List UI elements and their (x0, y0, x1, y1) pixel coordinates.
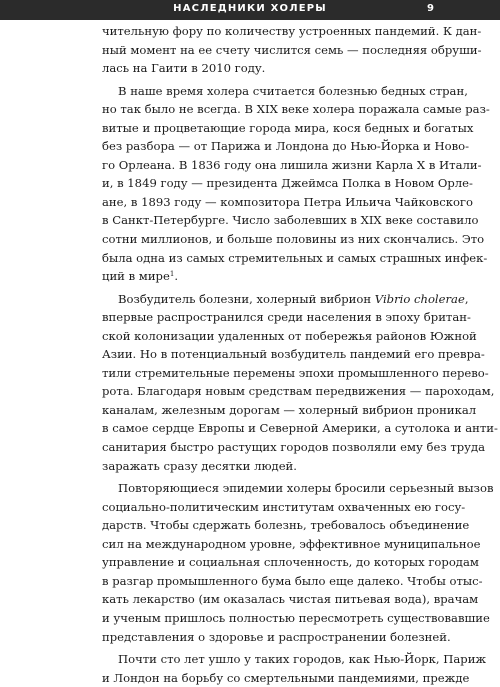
text-fragment: , (464, 291, 469, 306)
text-line: кать лекарство (им оказалась чистая питьевая вода), врачам (102, 592, 479, 607)
text-line: санитария быстро растущих городов позволяли ему без труда (102, 440, 486, 455)
text-line: ций в мире$^1$. (102, 269, 178, 284)
paragraph (102, 82, 490, 286)
text-line: управление и социальная сплоченность, до которых городам (102, 555, 479, 570)
text-fragment: Возбудитель болезни, холерный вибрион (118, 291, 375, 306)
text-line: заражать сразу десятки людей. (102, 458, 297, 473)
text-line: В наше время холера считается болезнью бедных стран, (118, 83, 468, 98)
text-line: дарств. Чтобы сдержать болезнь, требовалось объединение (102, 518, 470, 533)
page-number: 9 (427, 3, 434, 14)
text-line: Азии. Но в потенциальный возбудитель пандемий его превра- (102, 347, 485, 362)
text-line: но так было не всегда. В XIX веке холера поражала самые раз- (102, 102, 490, 117)
running-header-bar (0, 0, 500, 20)
text-line: Почти сто лет ушло у таких городов, как Нью-Йорк, Париж (118, 652, 487, 667)
text-line: каналам, железным дорогам — холерный вибрион проникал (102, 402, 477, 417)
text-line: и, в 1849 году — президента Джеймса Полка в Новом Орле- (102, 176, 473, 191)
text-line: в самое сердце Европы и Северной Америки, а сутолока и анти- (102, 421, 498, 436)
text-fragment: ций в мире (102, 269, 170, 284)
text-line: была одна из самых стремительных и самых страшных инфек- (102, 250, 488, 265)
paragraph (102, 479, 494, 646)
text-line: без разбора — от Парижа и Лондона до Нью-Йорка и Ново- (102, 139, 470, 154)
text-line: впервые распространился среди населения в эпоху британ- (102, 310, 471, 325)
text-line: в разгар промышленного бума было еще далеко. Чтобы отыс- (102, 573, 483, 588)
text-line: чительную фору по количеству устроенных пандемий. К дан- (102, 24, 482, 38)
paragraph (102, 22, 482, 78)
footnote-marker[interactable]: 1 (169, 270, 175, 279)
paragraph (102, 290, 498, 475)
text-line: лась на Гаити в 2010 году. (102, 61, 266, 76)
text-line (102, 290, 469, 309)
text-line: витые и процветающие города мира, кося бедных и богатых (102, 120, 474, 135)
text-line: представления о здоровье и распространении болезней. (102, 629, 451, 644)
text-line: Повторяющиеся эпидемии холеры бросили серьезный вызов (118, 481, 494, 496)
text-line: и ученым пришлось полностью пересмотреть существовавшие (102, 610, 490, 625)
paragraph (102, 650, 487, 687)
text-line: тили стремительные перемены эпохи промышленного перево- (102, 365, 489, 380)
text-line: сотни миллионов, и больше половины из них скончались. Это (102, 232, 485, 247)
text-line: рота. Благодаря новым средствам передвижения — пароходам, (102, 384, 495, 399)
body-text (102, 22, 498, 687)
species-name: Vibrio cholerae (374, 291, 465, 306)
text-line: социально-политическим институтам охваченных ею госу- (102, 499, 466, 514)
text-line: го Орлеана. В 1836 году она лишила жизни Карла X в Итали- (102, 157, 482, 172)
text-line: сил на международном уровне, эффективное муниципальное (102, 536, 481, 551)
text-line: в Санкт-Петербурге. Число заболевших в XIX веке составило (102, 213, 479, 228)
text-line: ный момент на ее счету числится семь — последняя обруши- (102, 42, 482, 57)
running-head: НАСЛЕДНИКИ ХОЛЕРЫ (173, 3, 327, 14)
text-line: и Лондон на борьбу со смертельными пандемиями, прежде (102, 670, 470, 685)
text-line: ане, в 1893 году — композитора Петра Ильича Чайковского (102, 194, 473, 209)
text-line: ской колонизации удаленных от побережья районов Южной (102, 328, 477, 343)
